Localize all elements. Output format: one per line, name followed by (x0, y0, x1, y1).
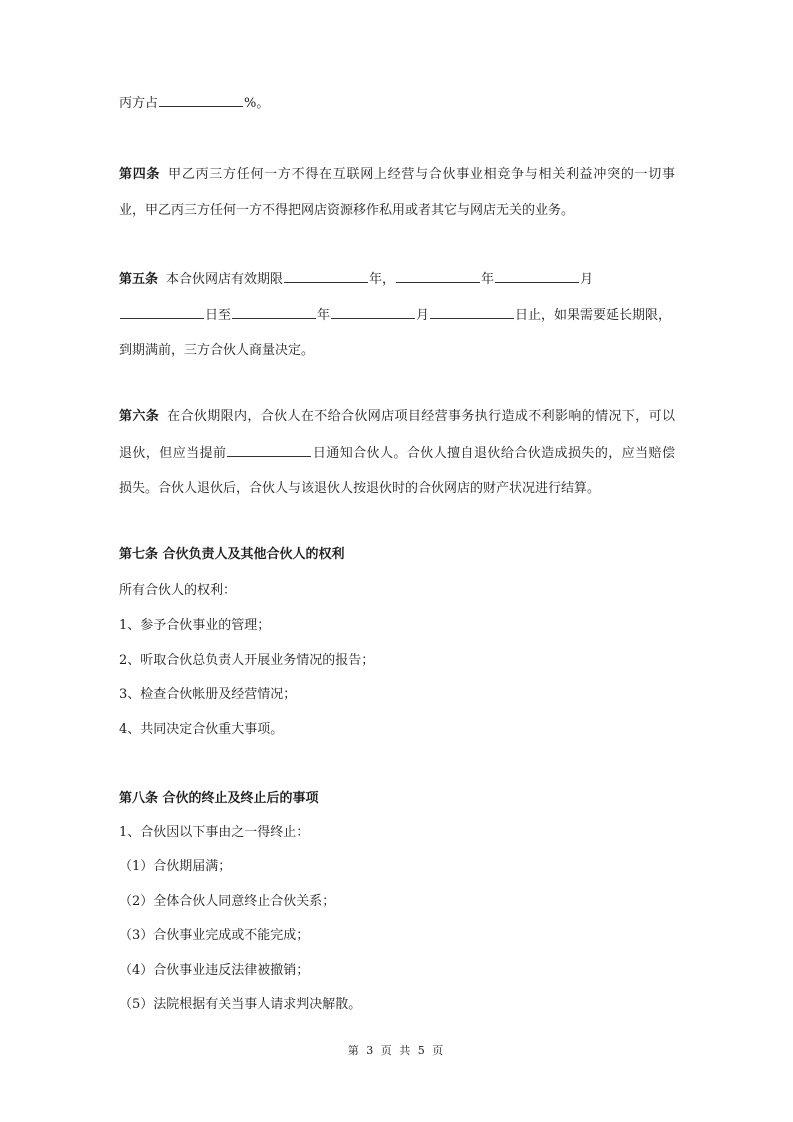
list-item: （1）合伙期届满； (119, 859, 232, 874)
blank-field[interactable] (430, 306, 514, 319)
list-item: （2）全体合伙人同意终止合伙关系； (119, 894, 336, 909)
article5-text2a: 日至 (205, 308, 232, 323)
article5-line1 (119, 270, 593, 289)
article5-text2c: 月 (416, 308, 430, 323)
article3-share-line (119, 94, 269, 113)
article4-line1 (119, 166, 675, 184)
blank-field[interactable] (396, 270, 480, 283)
list-item: 2、听取合伙总负责人开展业务情况的报告； (119, 653, 375, 668)
article5-line2 (119, 306, 671, 325)
blank-field[interactable] (159, 94, 243, 107)
article5-text2b: 年 (317, 308, 331, 323)
article4-heading: 第四条 (119, 167, 161, 182)
article5-text1c: 年 (481, 272, 495, 287)
blank-field[interactable] (120, 306, 204, 319)
article6-text2b: 日通知合伙人。合伙人擅自退伙给合伙造成损失的，应当赔偿 (312, 446, 675, 461)
article6-text1: 在合伙期限内，合伙人在不给合伙网店项目经营事务执行造成不利影响的情况下，可以 (167, 409, 675, 424)
article7-heading: 第七条 合伙负责人及其他合伙人的权利 (119, 547, 345, 562)
list-item: 3、检查合伙帐册及经营情况； (119, 687, 297, 702)
list-item: （4）合伙事业违反法律被撤销； (119, 963, 310, 978)
article4-line2: 业，甲乙丙三方任何一方不得把网店资源移作私用或者其它与网店无关的业务。 (119, 203, 575, 218)
article5-line3: 到期满前，三方合伙人商量决定。 (119, 343, 315, 358)
article6-line2 (119, 444, 675, 463)
blank-field[interactable] (331, 306, 415, 319)
list-item: 1、参予合伙事业的管理； (119, 618, 271, 633)
page-number-footer: 第 3 页 共 5 页 (347, 1044, 446, 1057)
blank-field[interactable] (232, 306, 316, 319)
list-item: （3）合伙事业完成或不能完成； (119, 928, 310, 943)
article6-line3: 损失。合伙人退伙后，合伙人与该退伙人按退伙时的合伙网店的财产状况进行结算。 (119, 481, 601, 496)
blank-field[interactable] (495, 270, 579, 283)
blank-field[interactable] (227, 444, 311, 457)
article7-intro: 所有合伙人的权利： (119, 583, 237, 598)
article6-line1 (119, 408, 675, 426)
article5-text1b: 年， (369, 272, 396, 287)
article5-text2d: 日止，如果需要延长期限， (515, 308, 672, 323)
article5-text1a: 本合伙网店有效期限 (166, 272, 284, 287)
article6-text2a: 退伙，但应当提前 (119, 446, 227, 461)
article5-heading: 第五条 (119, 272, 159, 287)
article6-heading: 第六条 (119, 409, 160, 424)
list-item: （5）法院根据有关当事人请求判决解散。 (119, 997, 362, 1012)
article3-prefix: 丙方占 (119, 96, 159, 111)
article3-suffix: %。 (244, 96, 270, 111)
article5-text1d: 月 (580, 272, 594, 287)
list-item: 4、共同决定合伙重大事项。 (119, 722, 284, 737)
article8-heading: 第八条 合伙的终止及终止后的事项 (119, 791, 319, 806)
article8-intro: 1、合伙因以下事由之一得终止： (119, 825, 310, 840)
article4-text1: 甲乙丙三方任何一方不得在互联网上经营与合伙事业相竞争与相关利益冲突的一切事 (168, 167, 675, 182)
blank-field[interactable] (284, 270, 368, 283)
